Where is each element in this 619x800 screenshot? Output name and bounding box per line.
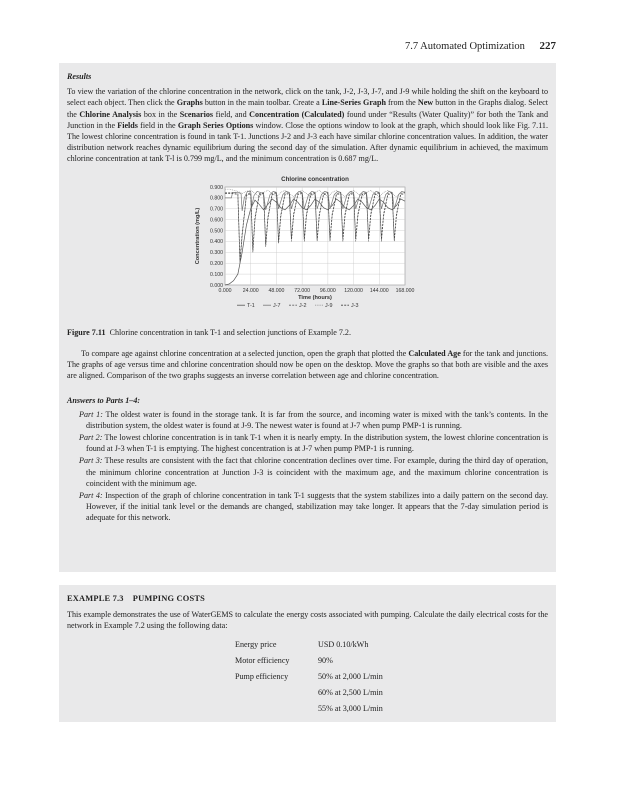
y-tick-label: 0.500 xyxy=(210,227,223,234)
chart-title: Chlorine concentration xyxy=(281,175,349,183)
results-text: button in the main toolbar. Create a xyxy=(202,98,322,108)
parameter-name: Motor efficiency xyxy=(235,655,290,665)
results-bold-term: Graph Series Options xyxy=(177,120,254,130)
figure-caption-text: Chlorine concentration in tank T-1 and selection junctions of Example 7.2. xyxy=(109,327,351,337)
y-tick-label: 0.600 xyxy=(210,217,223,224)
results-text: window. Close the options window to look at the graph, which should look like Fig. 7.11. The lowest chlorine concentration is found in tank T-1. Junctions J-2 and J-3 each have similar chlorine concentration values. In addition, the water distribution network reaches dynamic equilibrium during the second day of the simulation. After dynamic equilibrium in achieved, the maximum chlorine concentration at tank T-l is 0.799 mg/L, and the minimum concentration is 0.687 mg/L. xyxy=(67,120,549,164)
legend-entry: J-3 xyxy=(351,302,359,309)
answer-part-3 xyxy=(79,455,548,489)
parameter-row xyxy=(235,671,383,687)
y-tick-label: 0.700 xyxy=(210,206,223,213)
answer-part-label: Part 3: xyxy=(79,456,103,466)
legend-entry: J-7 xyxy=(273,302,281,309)
x-tick-label: 144.000 xyxy=(369,287,389,294)
x-tick-label: 0.000 xyxy=(218,287,232,294)
results-text: field, and xyxy=(213,109,250,119)
y-tick-label: 0.400 xyxy=(210,238,223,245)
y-tick-label: 0.300 xyxy=(210,249,223,256)
legend-entry: J-9 xyxy=(325,302,333,309)
results-text: To view the variation of the chlorine concentration in the network, click on the tank, J-2, J-3, J-7, and J-9 while holding the shift on the keyboard to select each object. Then click the xyxy=(67,87,548,108)
answer-part-1 xyxy=(79,409,548,431)
compare-text: To compare age against chlorine concentration at a selected junction, open the graph that plotted the xyxy=(81,348,409,358)
answers-heading: Answers to Parts 1–4: xyxy=(67,396,141,406)
y-tick-label: 0.000 xyxy=(210,282,223,289)
page-number: 227 xyxy=(539,40,556,52)
compare-bold-term: Calculated Age xyxy=(408,348,461,358)
section-title: 7.7 Automated Optimization xyxy=(405,41,525,52)
figure-label: Figure 7.11 xyxy=(67,327,106,337)
results-bold-term: Concentration (Calculated) xyxy=(249,109,345,119)
legend-entry: T-1 xyxy=(247,302,255,309)
x-tick-label: 120.000 xyxy=(344,287,363,294)
parameter-name xyxy=(235,687,318,703)
parameter-name xyxy=(235,703,318,719)
running-head xyxy=(0,40,556,52)
y-tick-label: 0.800 xyxy=(210,195,223,202)
y-tick-label: 0.100 xyxy=(210,271,223,278)
parameter-name: Pump efficiency xyxy=(235,672,289,682)
example-heading: EXAMPLE 7.3 PUMPING COSTS xyxy=(67,594,205,603)
parameter-table xyxy=(235,639,383,720)
parameter-value: 55% at 3,000 L/min xyxy=(318,704,383,714)
compare-text: for the tank and junctions. The graphs of age versus time and chlorine concentration should now be open on the desktop. Move the graphs so that both are visible and the axes are aligned. Comparison of the two graphs suggests an inverse correlation between age and chlorine concentration. xyxy=(67,348,548,381)
results-bold-term: Fields xyxy=(117,120,138,130)
answer-part-text: The oldest water is found in the storage tank. It is far from the source, and incoming water is mixed with the tank’s contents. In the distribution system, the oldest water is found at J-9. The newest water is found at J-7 when pump PMP-1 is running. xyxy=(86,409,549,430)
x-tick-label: 24.000 xyxy=(242,287,259,294)
example-intro: This example demonstrates the use of WaterGEMS to calculate the energy costs associated with pumping. Calculate the daily electrical costs for the network in Example 7.2 using the following data: xyxy=(67,610,548,631)
answer-part-text: Inspection of the graph of chlorine concentration in tank T-1 suggests that the system stabilizes into a daily pattern on the second day. However, if the initial tank level or the demands are changed, stabilization may take longer. It appears that the 7-day simulation period is adequate for this network. xyxy=(86,491,548,523)
results-heading: Results xyxy=(67,72,92,81)
legend-entry: J-2 xyxy=(299,302,307,309)
chlorine-chart xyxy=(67,173,564,323)
compare-paragraph xyxy=(67,348,548,382)
parameter-value: 50% at 2,000 L/min xyxy=(318,672,383,682)
answers-list xyxy=(67,409,548,524)
results-text: found under “Results (Water Quality)” for both the Tank and Junction in the xyxy=(67,109,549,130)
answer-part-label: Part 2: xyxy=(79,433,103,443)
results-text: button in the Graphs dialog. Select the xyxy=(67,98,548,119)
answer-part-label: Part 4: xyxy=(79,491,103,501)
results-text: box in the xyxy=(141,109,180,119)
results-paragraph xyxy=(67,86,548,164)
results-box xyxy=(59,63,556,572)
parameter-row xyxy=(235,687,383,703)
x-tick-label: 72.000 xyxy=(294,287,311,294)
figure-7-11 xyxy=(67,173,564,323)
x-tick-label: 48.000 xyxy=(268,287,285,294)
answer-part-2 xyxy=(79,432,548,454)
y-tick-label: 0.200 xyxy=(210,260,223,267)
results-bold-term: New xyxy=(417,98,434,108)
results-text: field in the xyxy=(137,120,178,130)
y-tick-label: 0.900 xyxy=(210,184,223,191)
results-bold-term: Chlorine Analysis xyxy=(79,109,142,119)
results-bold-term: Graphs xyxy=(176,98,203,108)
parameter-row xyxy=(235,703,383,719)
parameter-name: Energy price xyxy=(235,639,277,649)
figure-caption xyxy=(67,327,548,338)
x-axis-label: Time (hours) xyxy=(298,294,332,301)
answer-part-4 xyxy=(79,490,548,524)
answer-part-text: The lowest chlorine concentration is in tank T-1 when it is nearly empty. In the distribution system, the lowest chlorine concentration is found at J-3 when T-1 is emptying. The highest concentration is at J-7 when pump PMP-1 is running. xyxy=(86,433,548,454)
parameter-value: USD 0.10/kWh xyxy=(318,639,369,649)
parameter-value: 60% at 2,500 L/min xyxy=(318,688,383,698)
parameter-row xyxy=(235,655,383,671)
answer-part-label: Part 1: xyxy=(79,409,103,419)
example-box xyxy=(59,585,556,722)
parameter-value: 90% xyxy=(318,655,333,665)
results-bold-term: Line-Series Graph xyxy=(321,98,386,108)
parameter-row xyxy=(235,639,383,655)
results-bold-term: Scenarios xyxy=(179,109,214,119)
y-axis-label: Concentration (mg/L) xyxy=(195,207,201,264)
x-tick-label: 96.000 xyxy=(319,287,336,294)
answer-part-text: These results are consistent with the fact that chlorine concentration declines over time. For example, during the third day of operation, the minimum chlorine concentration at Junction J-3 is coincident with the maximum age, and the maximum chlorine concentration is coincident with the minimum age. xyxy=(86,456,548,488)
results-text: from the xyxy=(385,98,418,108)
x-tick-label: 168.000 xyxy=(395,287,415,294)
